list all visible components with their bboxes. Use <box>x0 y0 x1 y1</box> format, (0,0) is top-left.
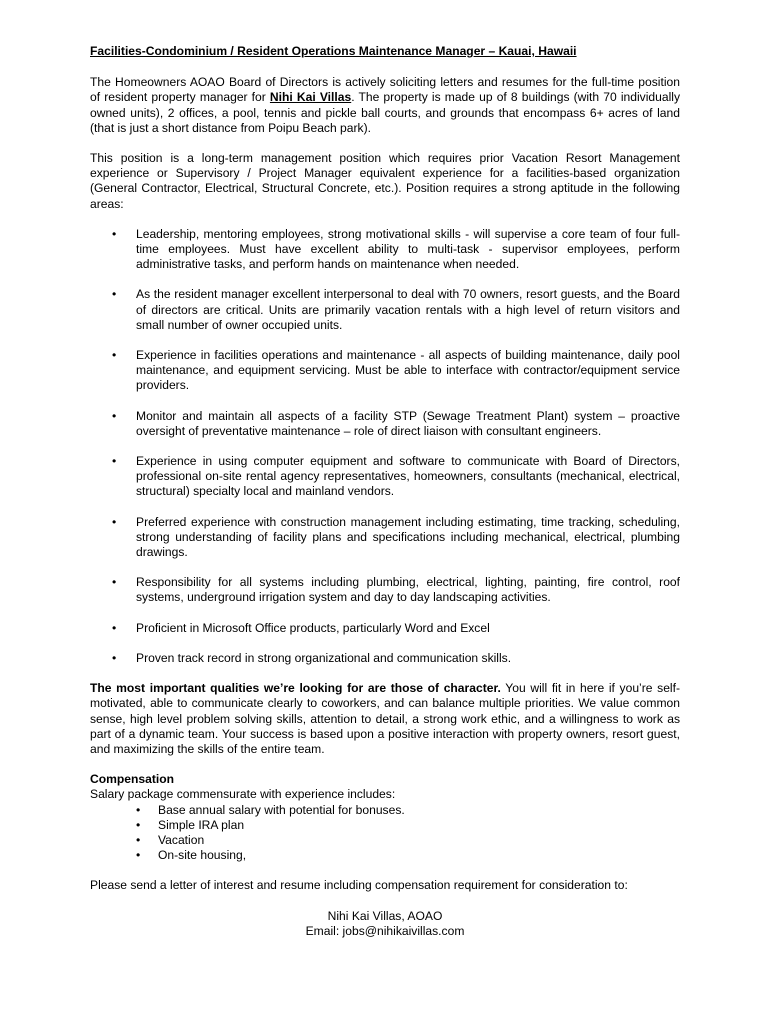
list-item: • Experience in facilities operations and maintenance - all aspects of building maintenance, daily pool maintenance, and equipment servicing. Must be able to interface with contractor/equipment service providers. <box>112 348 680 393</box>
bullet-icon: • <box>112 650 117 665</box>
list-item: • As the resident manager excellent interpersonal to deal with 70 owners, resort guests, and the Board of directors are critical. Units are primarily vacation rentals with a high level of return visitors and small number of owner occupied units. <box>112 287 680 332</box>
bullet-icon: • <box>112 620 117 635</box>
contact-email: Email: jobs@nihikaivillas.com <box>305 923 465 938</box>
bullet-icon: • <box>112 287 117 302</box>
list-item: • Leadership, mentoring employees, strong motivational skills - will supervise a core team of four full-time employees. Must have excellent ability to multi-task - supervisor employees, perform administrative tasks, and perform hands on maintenance when needed. <box>112 226 680 272</box>
list-item: • On-site housing, <box>136 848 247 863</box>
list-item: • Responsibility for all systems including plumbing, electrical, lighting, painting, fire control, roof systems, underground irrigation system and day to day landscaping activities. <box>112 575 680 605</box>
list-item: • Experience in using computer equipment and software to communicate with Board of Directors, professional on-site rental agency representatives, homeowners, consultants (mechanical, electrical, structural) specialty local and mainland vendors. <box>112 454 680 499</box>
compensation-heading: Compensation <box>90 772 174 787</box>
list-item: • Vacation <box>136 832 205 847</box>
bullet-icon: • <box>112 408 117 423</box>
list-item: • Proven track record in strong organizational and communication skills. <box>112 650 512 665</box>
list-item: • Proficient in Microsoft Office products, particularly Word and Excel <box>112 620 490 635</box>
bullet-icon: • <box>112 348 117 363</box>
bullet-icon: • <box>136 848 141 863</box>
bullet-icon: • <box>112 454 117 469</box>
compensation-intro: Salary package commensurate with experience includes: <box>90 787 396 802</box>
bullet-icon: • <box>136 832 141 847</box>
intro-paragraph <box>90 75 680 136</box>
list-item: • Base annual salary with potential for bonuses. <box>136 802 405 817</box>
page-title: Facilities-Condominium / Resident Operations Maintenance Manager – Kauai, Hawaii <box>90 44 577 58</box>
list-item: • Monitor and maintain all aspects of a facility STP (Sewage Treatment Plant) system – proactive oversight of preventative maintenance – role of direct liaison with consultant engineers. <box>112 408 680 438</box>
bullet-icon: • <box>112 514 117 529</box>
bullet-icon: • <box>112 226 117 241</box>
contact-block <box>90 909 680 939</box>
property-name: Nihi Kai Villas <box>269 90 352 105</box>
list-item: • Simple IRA plan <box>136 817 245 832</box>
intro-text-start: The Homeowners AOAO Board of Directors is actively soliciting letters and resumes for the full-time position of resident property manager for <box>90 75 680 105</box>
list-item: • Preferred experience with construction management including estimating, time tracking, scheduling, strong understanding of facility plans and specifications including mechanical, electrical, plumbing drawings. <box>112 514 680 560</box>
contact-name: Nihi Kai Villas, AOAO <box>327 908 443 923</box>
character-body: You will fit in here if you’re self-motivated, able to communicate clearly to coworkers, and can balance multiple priorities. We value common sense, high level problem solving skills, attention to detail, a strong work ethic, and a willingness to work as part of a dynamic team. Your success is based upon a positive interaction with property owners, resort guest, and maximizing the skills of the entire team. <box>90 681 680 756</box>
bullet-icon: • <box>136 817 141 832</box>
closing-paragraph: Please send a letter of interest and resume including compensation requirement for consideration to: <box>90 878 628 893</box>
intro-text-end: . The property is made up of 8 buildings (with 70 individually owned units), 2 offices, a pool, tennis and pickle ball courts, and grounds that encompass 6+ acres of land (that is just a short distance from Poipu Beach park). <box>90 90 680 135</box>
character-lead: The most important qualities we’re looking for are those of character. <box>90 681 501 696</box>
requirements-list <box>90 227 680 666</box>
position-paragraph: This position is a long-term management position which requires prior Vacation Resort Management experience or Supervisory / Project Manager equivalent experience for a facilities-based organization (General Contractor, Electrical, Structural Concrete, etc.). Position requires a strong aptitude in the following areas: <box>90 151 680 211</box>
bullet-icon: • <box>112 575 117 590</box>
bullet-icon: • <box>136 802 141 817</box>
job-posting-document <box>90 44 680 939</box>
character-paragraph <box>90 681 680 757</box>
compensation-list <box>90 803 680 864</box>
